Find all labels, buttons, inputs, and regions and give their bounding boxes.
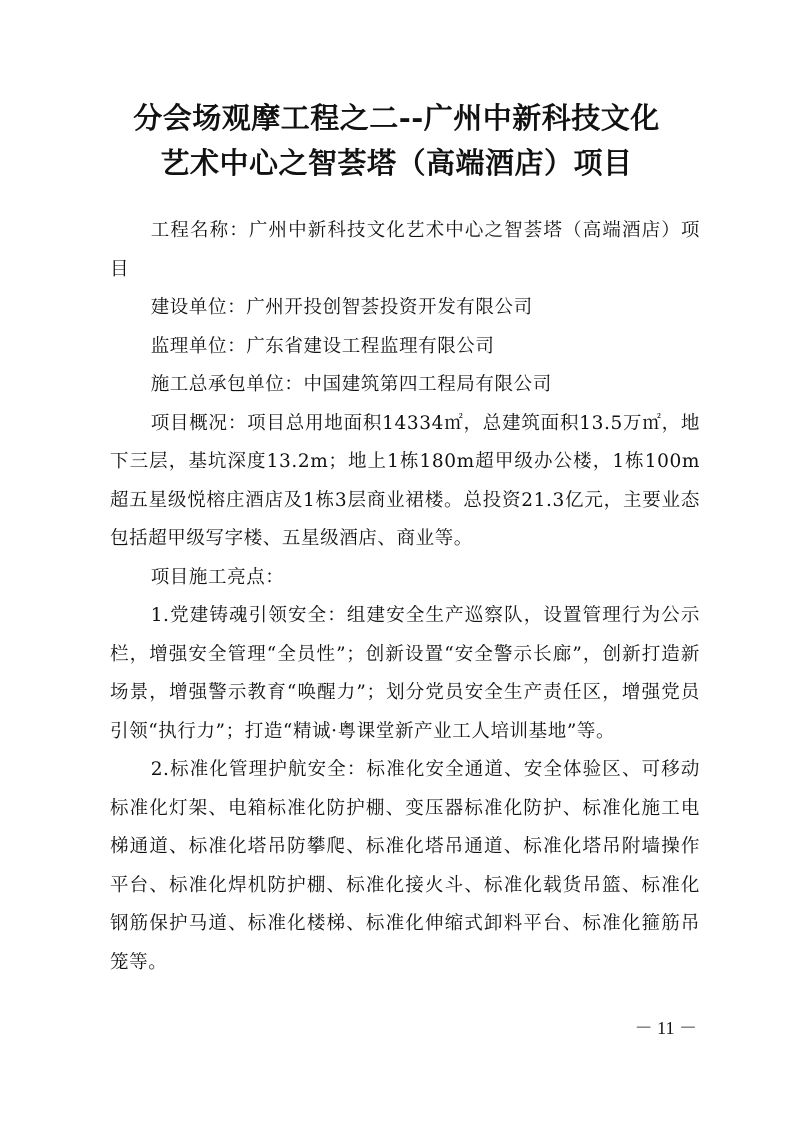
document-title-line-2: 艺术中心之智荟塔（高端酒店）项目 [160,146,633,180]
paragraph-developer: 建设单位：广州开投创智荟投资开发有限公司 [150,297,533,318]
paragraph-project-name: 工程名称：广州中新科技文化艺术中心之智荟塔（高端酒店）项目 [110,220,700,280]
paragraph-highlights-heading: 项目施工亮点： [150,566,285,588]
paragraph-supervisor: 监理单位：广东省建设工程监理有限公司 [150,335,495,357]
paragraph-project-overview: 项目概况：项目总用地面积14334㎡，总建筑面积13.5万㎡，地下三层，基坑深度13.2m；地上1栋180m超甲级办公楼，1栋100m超五星级悦榕庄酒店及1栋3层商业裙楼。总投资21.3亿元，主要业态包括超甲级写字楼、五星级酒店、商业等。 [110,412,700,549]
paragraph-highlight-2: 2.标准化管理护航安全：标准化安全通道、安全体验区、可移动标准化灯架、电箱标准化防护棚、变压器标准化防护、标准化施工电梯通道、标准化塔吊防攀爬、标准化塔吊通道、标准化塔吊附墙操作平台、标准化焊机防护棚、标准化接火斗、标准化载货吊篮、标准化钢筋保护马道、标准化楼梯、标准化伸缩式卸料平台、标准化箍筋吊笼等。 [110,759,700,973]
page-number: － 11 － [634,1018,697,1038]
document-title-line-1: 分会场观摩工程之二--广州中新科技文化 [133,101,660,135]
paragraph-general-contractor: 施工总承包单位：中国建筑第四工程局有限公司 [150,374,552,395]
paragraph-highlight-1: 1.党建铸魂引领安全：组建安全生产巡察队，设置管理行为公示栏，增强安全管理“全员性”；创新设置“安全警示长廊”，创新打造新场景，增强警示教育“唤醒力”；划分党员安全生产责任区，增强党员引领“执行力”；打造“精诚·粤课堂新产业工人培训基地”等。 [110,605,700,742]
document-body [110,212,700,982]
